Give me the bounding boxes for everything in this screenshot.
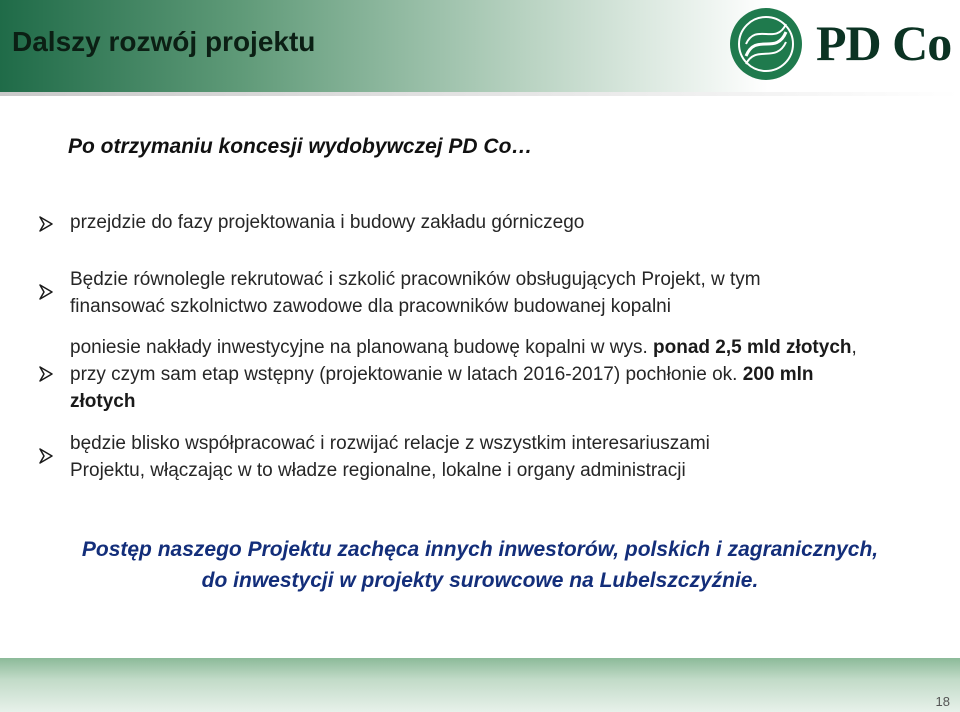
bullet-item	[70, 209, 584, 236]
pdco-logo-icon	[726, 4, 806, 84]
arrowhead-bullet-icon	[38, 284, 54, 300]
bullet-line: Projektu, włączając w to władze regionalne, lokalne i organy administracji	[70, 460, 686, 481]
closing-line: Postęp naszego Projektu zachęca innych inwestorów, polskich i zagranicznych,	[81, 538, 879, 561]
bullet-text: przejdzie do fazy projektowania i budowy zakładu górniczego	[70, 212, 585, 233]
bullet-line: Będzie równolegle rekrutować i szkolić pracowników obsługujących Projekt, w tym	[70, 269, 761, 290]
company-logo	[726, 4, 956, 84]
logo-wordmark: PD Co	[816, 15, 952, 71]
bullet-text: , przy czym sam etap wstępny (projektowanie w latach 2016-2017) pochłonie ok.	[70, 337, 857, 385]
bullet-highlight: 200 mln złotych	[70, 364, 814, 412]
closing-line: do inwestycji w projekty surowcowe na Lubelszczyźnie.	[201, 569, 759, 592]
arrowhead-bullet-icon	[38, 366, 54, 382]
slide-title: Dalszy rozwój projektu	[12, 26, 316, 57]
intro-heading: Po otrzymaniu koncesji wydobywczej PD Co…	[68, 135, 533, 158]
bullet-line: finansować szkolnictwo zawodowe dla pracowników budowanej kopalni	[70, 296, 671, 317]
header-divider	[0, 92, 960, 96]
arrowhead-bullet-icon	[38, 216, 54, 232]
arrowhead-bullet-icon	[38, 448, 54, 464]
header-banner	[0, 0, 960, 96]
bullet-item	[70, 266, 761, 320]
footer-band	[0, 658, 960, 712]
page-number: 18	[935, 694, 950, 709]
bullet-text: poniesie nakłady inwestycyjne na planowaną budowę kopalni w wys.	[70, 337, 654, 358]
bullet-item	[70, 430, 710, 484]
closing-statement	[0, 534, 960, 596]
bullet-item	[70, 334, 870, 415]
bullet-line: będzie blisko współpracować i rozwijać relacje z wszystkim interesariuszami	[70, 433, 710, 454]
bullet-highlight: ponad 2,5 mld złotych	[653, 337, 852, 358]
